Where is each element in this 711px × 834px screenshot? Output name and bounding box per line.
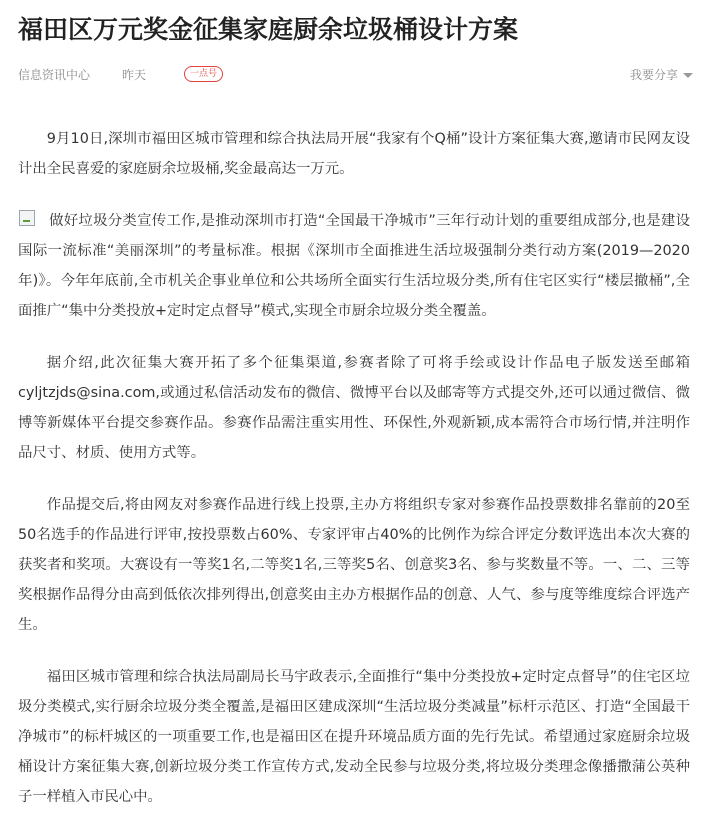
- article-meta: [18, 66, 693, 86]
- paragraph: 作品提交后,将由网友对参赛作品进行线上投票,主办方将组织专家对参赛作品投票数排名靠前的20至50名选手的作品进行评审,按投票数占60%、专家评审占40%的比例作为综合评定分数评选出本次大赛的获奖者和奖项。大赛设有一等奖1名,二等奖1名,三等奖5名、创意奖3名、参与奖数量不等。一、二、三等奖根据作品得分由高到低依次排列得出,创意奖由主办方根据作品的创意、人气、参与度等维度综合评选产生。: [18, 497, 690, 633]
- share-label: 我要分享: [629, 68, 678, 82]
- account-badge[interactable]: 一点号: [184, 66, 223, 82]
- article-title: 福田区万元奖金征集家庭厨余垃圾桶设计方案: [18, 15, 519, 44]
- source-link[interactable]: 信息资讯中心: [18, 68, 91, 82]
- paragraph-with-image: [18, 206, 690, 326]
- broken-image-icon: [19, 210, 35, 226]
- article-body: [18, 124, 690, 834]
- chevron-down-icon: [683, 73, 693, 78]
- paragraph: 福田区城市管理和综合执法局副局长马宇政表示,全面推行“集中分类投放+定时定点督导”的住宅区垃圾分类模式,实行厨余垃圾分类全覆盖,是福田区建成深圳“生活垃圾分类减量”标杆示范区、打造“全国最干净城市”的标杆城区的一项重要工作,也是福田区在提升环境品质方面的先行先试。希望通过家庭厨余垃圾桶设计方案征集大赛,创新垃圾分类工作宣传方式,发动全民参与垃圾分类,将垃圾分类理念像播撒蒲公英种子一样植入市民心中。: [18, 669, 690, 805]
- share-button[interactable]: [630, 66, 693, 83]
- publish-time: 昨天: [122, 68, 147, 82]
- paragraph-text: 做好垃圾分类宣传工作,是推动深圳市打造“全国最干净城市”三年行动计划的重要组成部分,也是建设国际一流标准“美丽深圳”的考量标准。根据《深圳市全面推进生活垃圾强制分类行动方案(2019—2020年)》。今年年底前,全市机关企事业单位和公共场所全面实行生活垃圾分类,所有住宅区实行“楼层撤桶”,全面推广“集中分类投放+定时定点督导”模式,实现全市厨余垃圾分类全覆盖。: [18, 213, 690, 319]
- paragraph: 9月10日,深圳市福田区城市管理和综合执法局开展“我家有个Q桶”设计方案征集大赛,邀请市民网友设计出全民喜爱的家庭厨余垃圾桶,奖金最高达一万元。: [18, 131, 690, 177]
- paragraph: 据介绍,此次征集大赛开拓了多个征集渠道,参赛者除了可将手绘或设计作品电子版发送至邮箱cyljtzjds@sina.com,或通过私信活动发布的微信、微博平台以及邮寄等方式提交外,还可以通过微信、微博等新媒体平台提交参赛作品。参赛作品需注重实用性、环保性,外观新颖,成本需符合市场行情,并注明作品尺寸、材质、使用方式等。: [18, 355, 690, 461]
